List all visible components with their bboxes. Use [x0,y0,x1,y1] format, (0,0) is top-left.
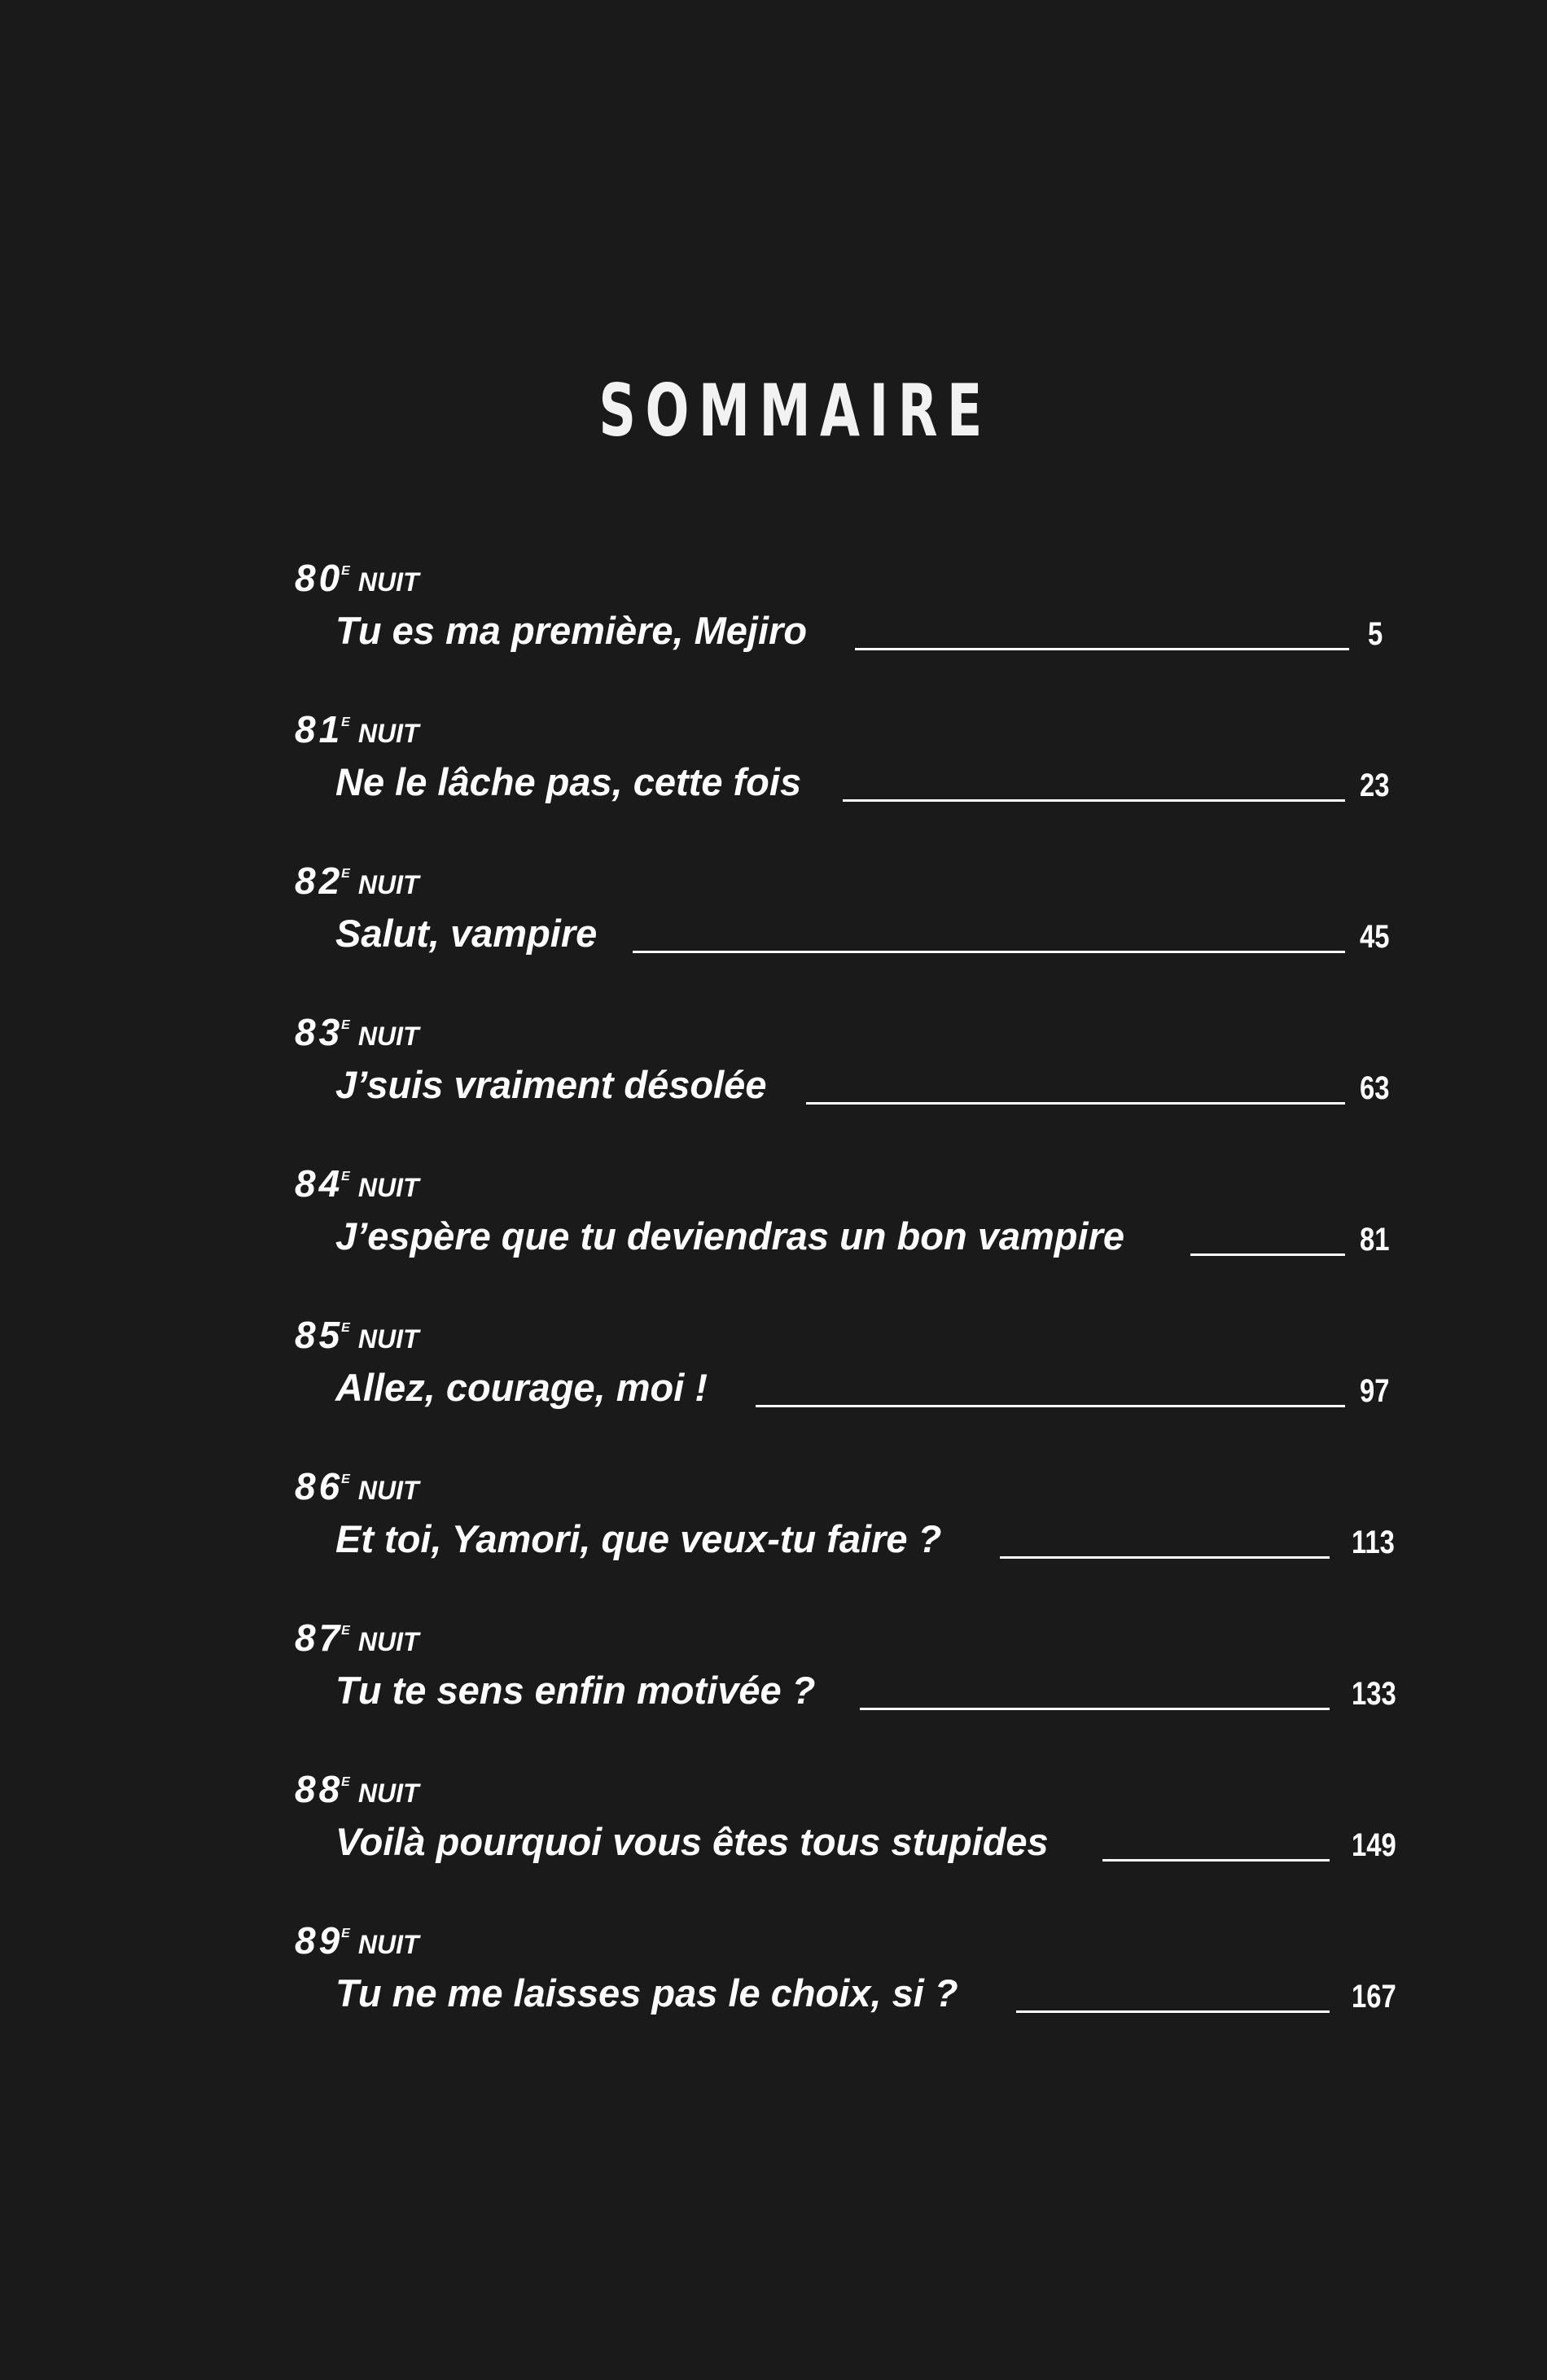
chapter-number-value: 82 [295,860,344,902]
chapter-number-value: 88 [295,1768,344,1810]
chapter-title-row [335,602,807,659]
chapter-number [295,1916,419,1965]
toc-entry-84 [0,1159,1547,1310]
ordinal-suffix: E [341,867,350,881]
ordinal-suffix: E [341,564,350,578]
nuit-label: NUIT [357,1022,419,1051]
page-number: 45 [1360,919,1390,955]
page-number: 97 [1360,1373,1390,1409]
toc-entry-85 [0,1310,1547,1462]
dot-leader [855,648,1349,650]
chapter-title-row [335,905,597,962]
nuit-label: NUIT [357,870,419,899]
page-number: 5 [1368,616,1383,652]
chapter-title: Salut, vampire [335,912,598,955]
toc-entry-86 [0,1462,1547,1613]
chapter-number [295,1613,419,1662]
dot-leader [860,1708,1330,1710]
chapter-number [295,705,419,754]
toc-entry-87 [0,1613,1547,1765]
toc-entry-81 [0,705,1547,856]
page-number: 167 [1352,1979,1396,2015]
chapter-title-row [335,1511,941,1568]
toc-entry-89 [0,1916,1547,2067]
ordinal-suffix: E [341,715,350,729]
chapter-title-row [335,1359,708,1416]
chapter-title: Allez, courage, moi ! [335,1366,708,1409]
chapter-number [295,1462,419,1511]
chapter-title: Voilà pourquoi vous êtes tous stupides [335,1820,1049,1863]
chapter-title-row [335,1965,958,2022]
dot-leader [1000,1556,1330,1559]
chapter-title: Tu te sens enfin motivée ? [335,1669,816,1712]
page-number: 23 [1360,768,1390,803]
chapter-title: J’espère que tu deviendras un bon vampire [335,1214,1125,1258]
chapter-number-value: 81 [295,708,344,750]
chapter-number-value: 86 [295,1465,344,1507]
toc-entry-82 [0,856,1547,1008]
ordinal-suffix: E [341,1927,350,1940]
dot-leader [843,799,1345,802]
chapter-number-value: 87 [295,1617,344,1659]
chapter-number-value: 83 [295,1011,344,1053]
toc-entry-83 [0,1008,1547,1159]
chapter-number-value: 89 [295,1919,344,1962]
nuit-label: NUIT [357,1324,419,1354]
dot-leader [1190,1253,1345,1256]
ordinal-suffix: E [341,1321,350,1335]
chapter-number [295,1159,419,1208]
ordinal-suffix: E [341,1018,350,1032]
chapter-title-row [335,1662,815,1719]
chapter-number [295,1008,419,1057]
dot-leader [1016,2010,1330,2013]
dot-leader [1102,1859,1330,1862]
ordinal-suffix: E [341,1775,350,1789]
chapter-number-value: 85 [295,1314,344,1356]
chapter-title: Et toi, Yamori, que veux-tu faire ? [335,1517,942,1560]
toc-entry-80 [0,553,1547,705]
ordinal-suffix: E [341,1170,350,1183]
chapter-number [295,1765,419,1813]
nuit-label: NUIT [357,1930,419,1959]
chapter-number-value: 80 [295,557,344,599]
chapter-title: J’suis vraiment désolée [335,1063,767,1106]
page-title: SOMMAIRE [598,369,992,453]
nuit-label: NUIT [357,1173,419,1202]
chapter-title-row [335,1813,1049,1870]
page-number: 133 [1352,1676,1396,1712]
chapter-title-row [335,754,801,811]
page-number: 81 [1360,1222,1390,1258]
page-number: 63 [1360,1070,1390,1106]
nuit-label: NUIT [357,567,419,597]
ordinal-suffix: E [341,1472,350,1486]
chapter-title-row [335,1057,766,1113]
nuit-label: NUIT [357,1627,419,1656]
page-number: 113 [1352,1525,1395,1560]
chapter-title: Tu ne me laisses pas le choix, si ? [335,1971,958,2015]
chapter-number [295,1310,419,1359]
page-number: 149 [1352,1827,1396,1863]
dot-leader [806,1102,1345,1105]
chapter-title: Tu es ma première, Mejiro [335,609,808,652]
nuit-label: NUIT [357,1778,419,1808]
toc-entry-88 [0,1765,1547,1916]
chapter-title-row [335,1208,1124,1265]
nuit-label: NUIT [357,719,419,748]
dot-leader [633,951,1345,953]
ordinal-suffix: E [341,1624,350,1638]
chapter-title: Ne le lâche pas, cette fois [335,760,802,803]
nuit-label: NUIT [357,1476,419,1505]
dot-leader [756,1405,1345,1407]
chapter-number [295,856,419,905]
chapter-number-value: 84 [295,1162,344,1205]
chapter-number [295,553,419,602]
